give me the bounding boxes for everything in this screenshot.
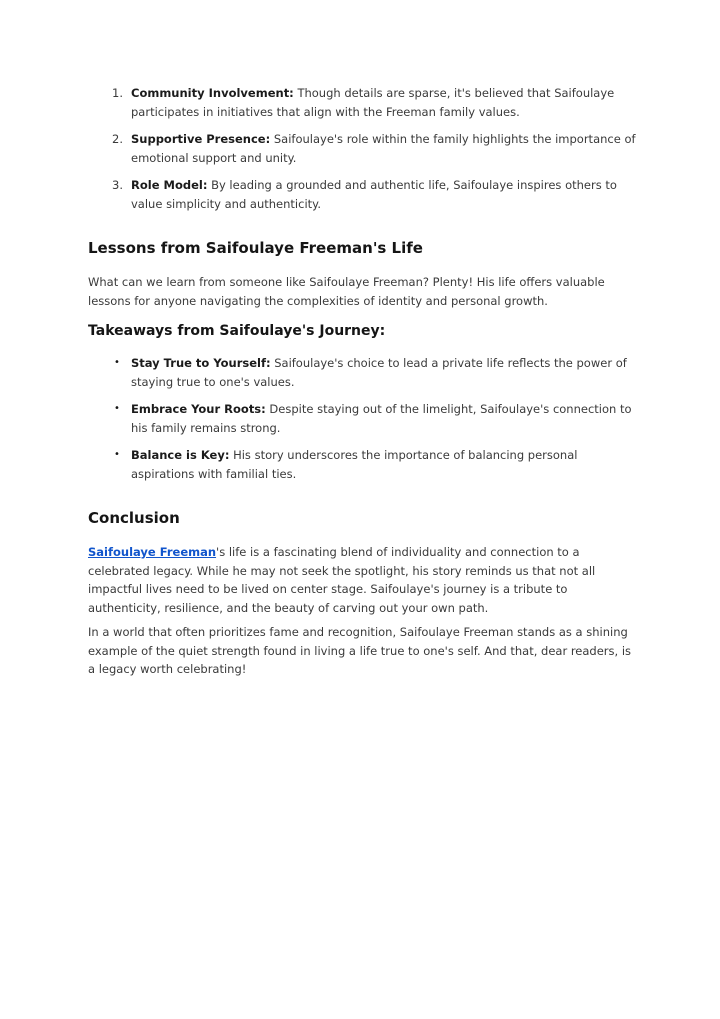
bullet-icon: • [114,449,120,460]
list-item-body: Despite staying out of the limelight, Saifoulaye's connection to his family remains strong. [131,402,632,435]
numbered-list [88,84,636,213]
list-item-lead: Embrace Your Roots: [131,402,266,416]
conclusion-paragraph-2: In a world that often prioritizes fame and recognition, Saifoulaye Freeman stands as a shining example of the quiet strength found in living a life true to one's self. And that, dear readers, is a legacy worth celebrating! [88,625,632,676]
bullet-list-item-2 [88,400,636,437]
list-item-lead: Supportive Presence: [131,132,271,146]
lessons-heading: Lessons from Saifoulaye Freeman's Life [88,239,423,257]
list-item-lead: Role Model: [131,178,208,192]
list-item-text [131,446,636,483]
numbered-list-item-3 [88,176,636,213]
list-item-lead: Community Involvement: [131,86,294,100]
bullet-list-item-1 [88,354,636,391]
list-number: 1. [112,86,123,100]
lessons-paragraph: What can we learn from someone like Saifoulaye Freeman? Plenty! His life offers valuable lessons for anyone navigating the complexities of identity and personal growth. [88,275,605,308]
list-item-text [131,176,636,213]
numbered-list-item-1 [88,84,636,121]
list-item-lead: Stay True to Yourself: [131,356,271,370]
list-item-body: By leading a grounded and authentic life, Saifoulaye inspires others to value simplicity and authenticity. [131,178,617,211]
conclusion-paragraph-1 [88,543,636,617]
list-item-text [131,84,636,121]
list-item-text [131,354,636,391]
numbered-list-item-2 [88,130,636,167]
conclusion-heading: Conclusion [88,509,180,527]
list-item-text [131,130,636,167]
bullet-list [88,354,636,483]
list-number: 2. [112,132,123,146]
list-item-body: Though details are sparse, it's believed that Saifoulaye participates in initiatives that align with the Freeman family values. [131,86,615,119]
list-item-body: Saifoulaye's choice to lead a private life reflects the power of staying true to one's values. [131,356,627,389]
bullet-list-item-3 [88,446,636,483]
list-item-body: His story underscores the importance of balancing personal aspirations with familial ties. [131,448,578,481]
saifoulaye-freeman-link[interactable]: Saifoulaye Freeman [88,545,217,559]
conclusion-paragraph-1-text: 's life is a fascinating blend of individuality and connection to a celebrated legacy. While he may not seek the spotlight, his story reminds us that not all impactful lives need to be lived on center stage. Saifoulaye's journey is a tribute to authenticity, resilience, and the beauty of carving out your own path. [88,545,596,615]
bullet-icon: • [114,357,120,368]
list-item-text [131,400,636,437]
list-number: 3. [112,178,123,192]
list-item-lead: Balance is Key: [131,448,230,462]
bullet-icon: • [114,403,120,414]
list-item-body: Saifoulaye's role within the family highlights the importance of emotional support and unity. [131,132,636,165]
takeaways-heading: Takeaways from Saifoulaye's Journey: [88,323,386,339]
